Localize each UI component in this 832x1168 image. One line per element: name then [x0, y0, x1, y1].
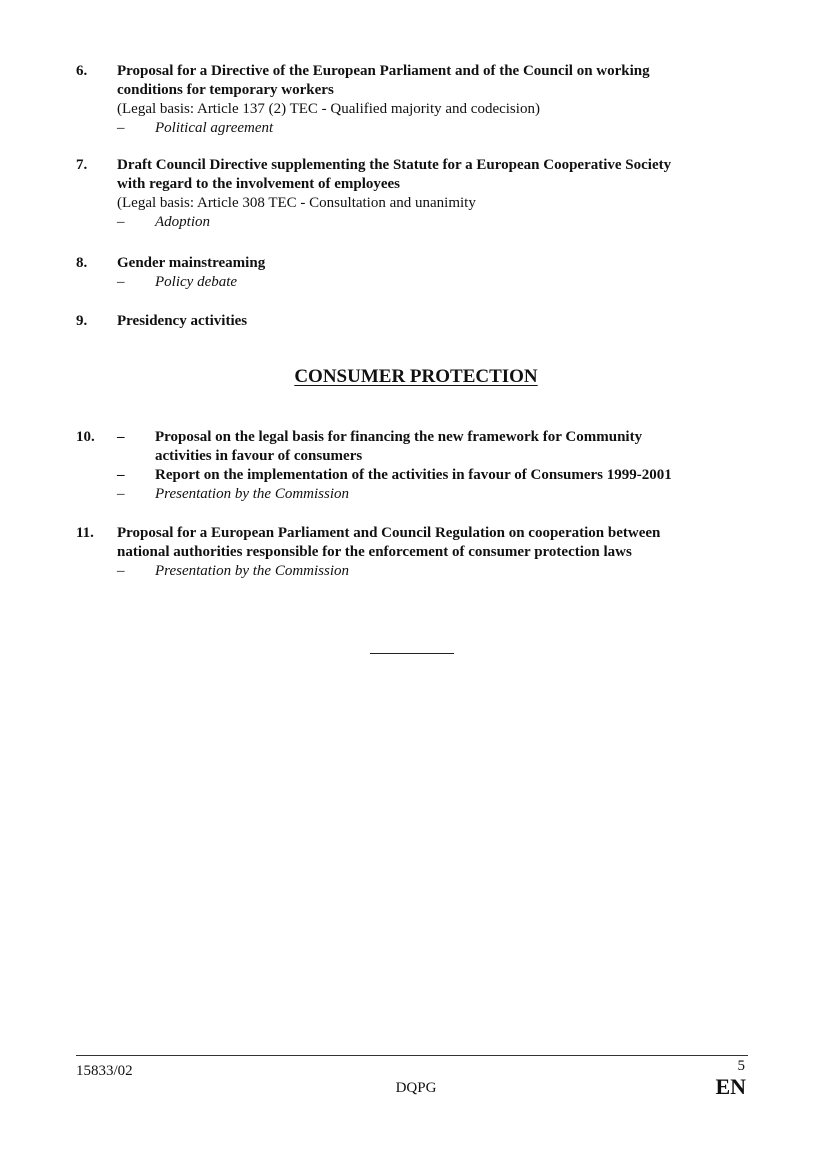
item-title-line: Proposal for a European Parliament and Council Regulation on cooperation between — [117, 525, 661, 541]
action-text: Presentation by the Commission — [155, 563, 350, 579]
legal-basis: (Legal basis: Article 308 TEC - Consultation and unanimity — [117, 195, 476, 211]
item-title-line: Draft Council Directive supplementing the Statute for a European Cooperative Society — [117, 157, 672, 173]
dash: – — [117, 563, 125, 579]
page-number: 5 — [737, 1058, 745, 1074]
item-action — [117, 562, 756, 581]
footer-rule — [76, 1055, 748, 1056]
item-number: 8. — [76, 255, 88, 271]
item-title: Gender mainstreaming — [117, 255, 266, 271]
dash: – — [117, 429, 125, 445]
item-number: 10. — [76, 429, 95, 445]
dash: – — [117, 486, 125, 502]
item-title-line: with regard to the involvement of employees — [117, 176, 401, 192]
document-reference: 15833/02 — [76, 1063, 133, 1079]
item-number: 9. — [76, 313, 88, 329]
action-text: Presentation by the Commission — [155, 486, 350, 502]
language-code: EN — [715, 1074, 746, 1099]
sub-item-line: activities in favour of consumers — [155, 448, 363, 464]
sub-item-line: Report on the implementation of the activities in favour of Consumers 1999-2001 — [155, 467, 672, 483]
sub-item — [117, 466, 756, 485]
item-number: 7. — [76, 157, 88, 173]
legal-basis: (Legal basis: Article 137 (2) TEC - Qualified majority and codecision) — [117, 101, 540, 117]
item-number: 6. — [76, 63, 88, 79]
section-heading: CONSUMER PROTECTION — [294, 366, 538, 387]
item-title-line: Proposal for a Directive of the European Parliament and of the Council on working — [117, 63, 650, 79]
agenda-item-11 — [76, 524, 756, 581]
dash: – — [117, 120, 125, 136]
item-number: 11. — [76, 525, 94, 541]
dash: – — [117, 467, 125, 483]
agenda-item-6 — [76, 62, 756, 138]
department-code: DQPG — [395, 1080, 437, 1096]
action-text: Policy debate — [155, 274, 238, 290]
dash: – — [117, 274, 125, 290]
agenda-item-9 — [76, 312, 756, 331]
item-action — [117, 119, 756, 138]
agenda-item-8 — [76, 254, 756, 292]
item-title: Presidency activities — [117, 313, 248, 329]
end-rule — [370, 653, 454, 654]
item-title-line: national authorities responsible for the enforcement of consumer protection laws — [117, 544, 632, 560]
action-text: Political agreement — [155, 120, 274, 136]
action-text: Adoption — [155, 214, 210, 230]
dash: – — [117, 214, 125, 230]
agenda-item-7 — [76, 156, 756, 232]
item-title-line: conditions for temporary workers — [117, 82, 334, 98]
item-action — [117, 485, 756, 504]
agenda-item-10 — [76, 428, 756, 504]
sub-item-line: Proposal on the legal basis for financing the new framework for Community — [155, 429, 643, 445]
sub-item — [117, 428, 756, 466]
item-action — [117, 273, 756, 292]
item-action — [117, 213, 756, 232]
